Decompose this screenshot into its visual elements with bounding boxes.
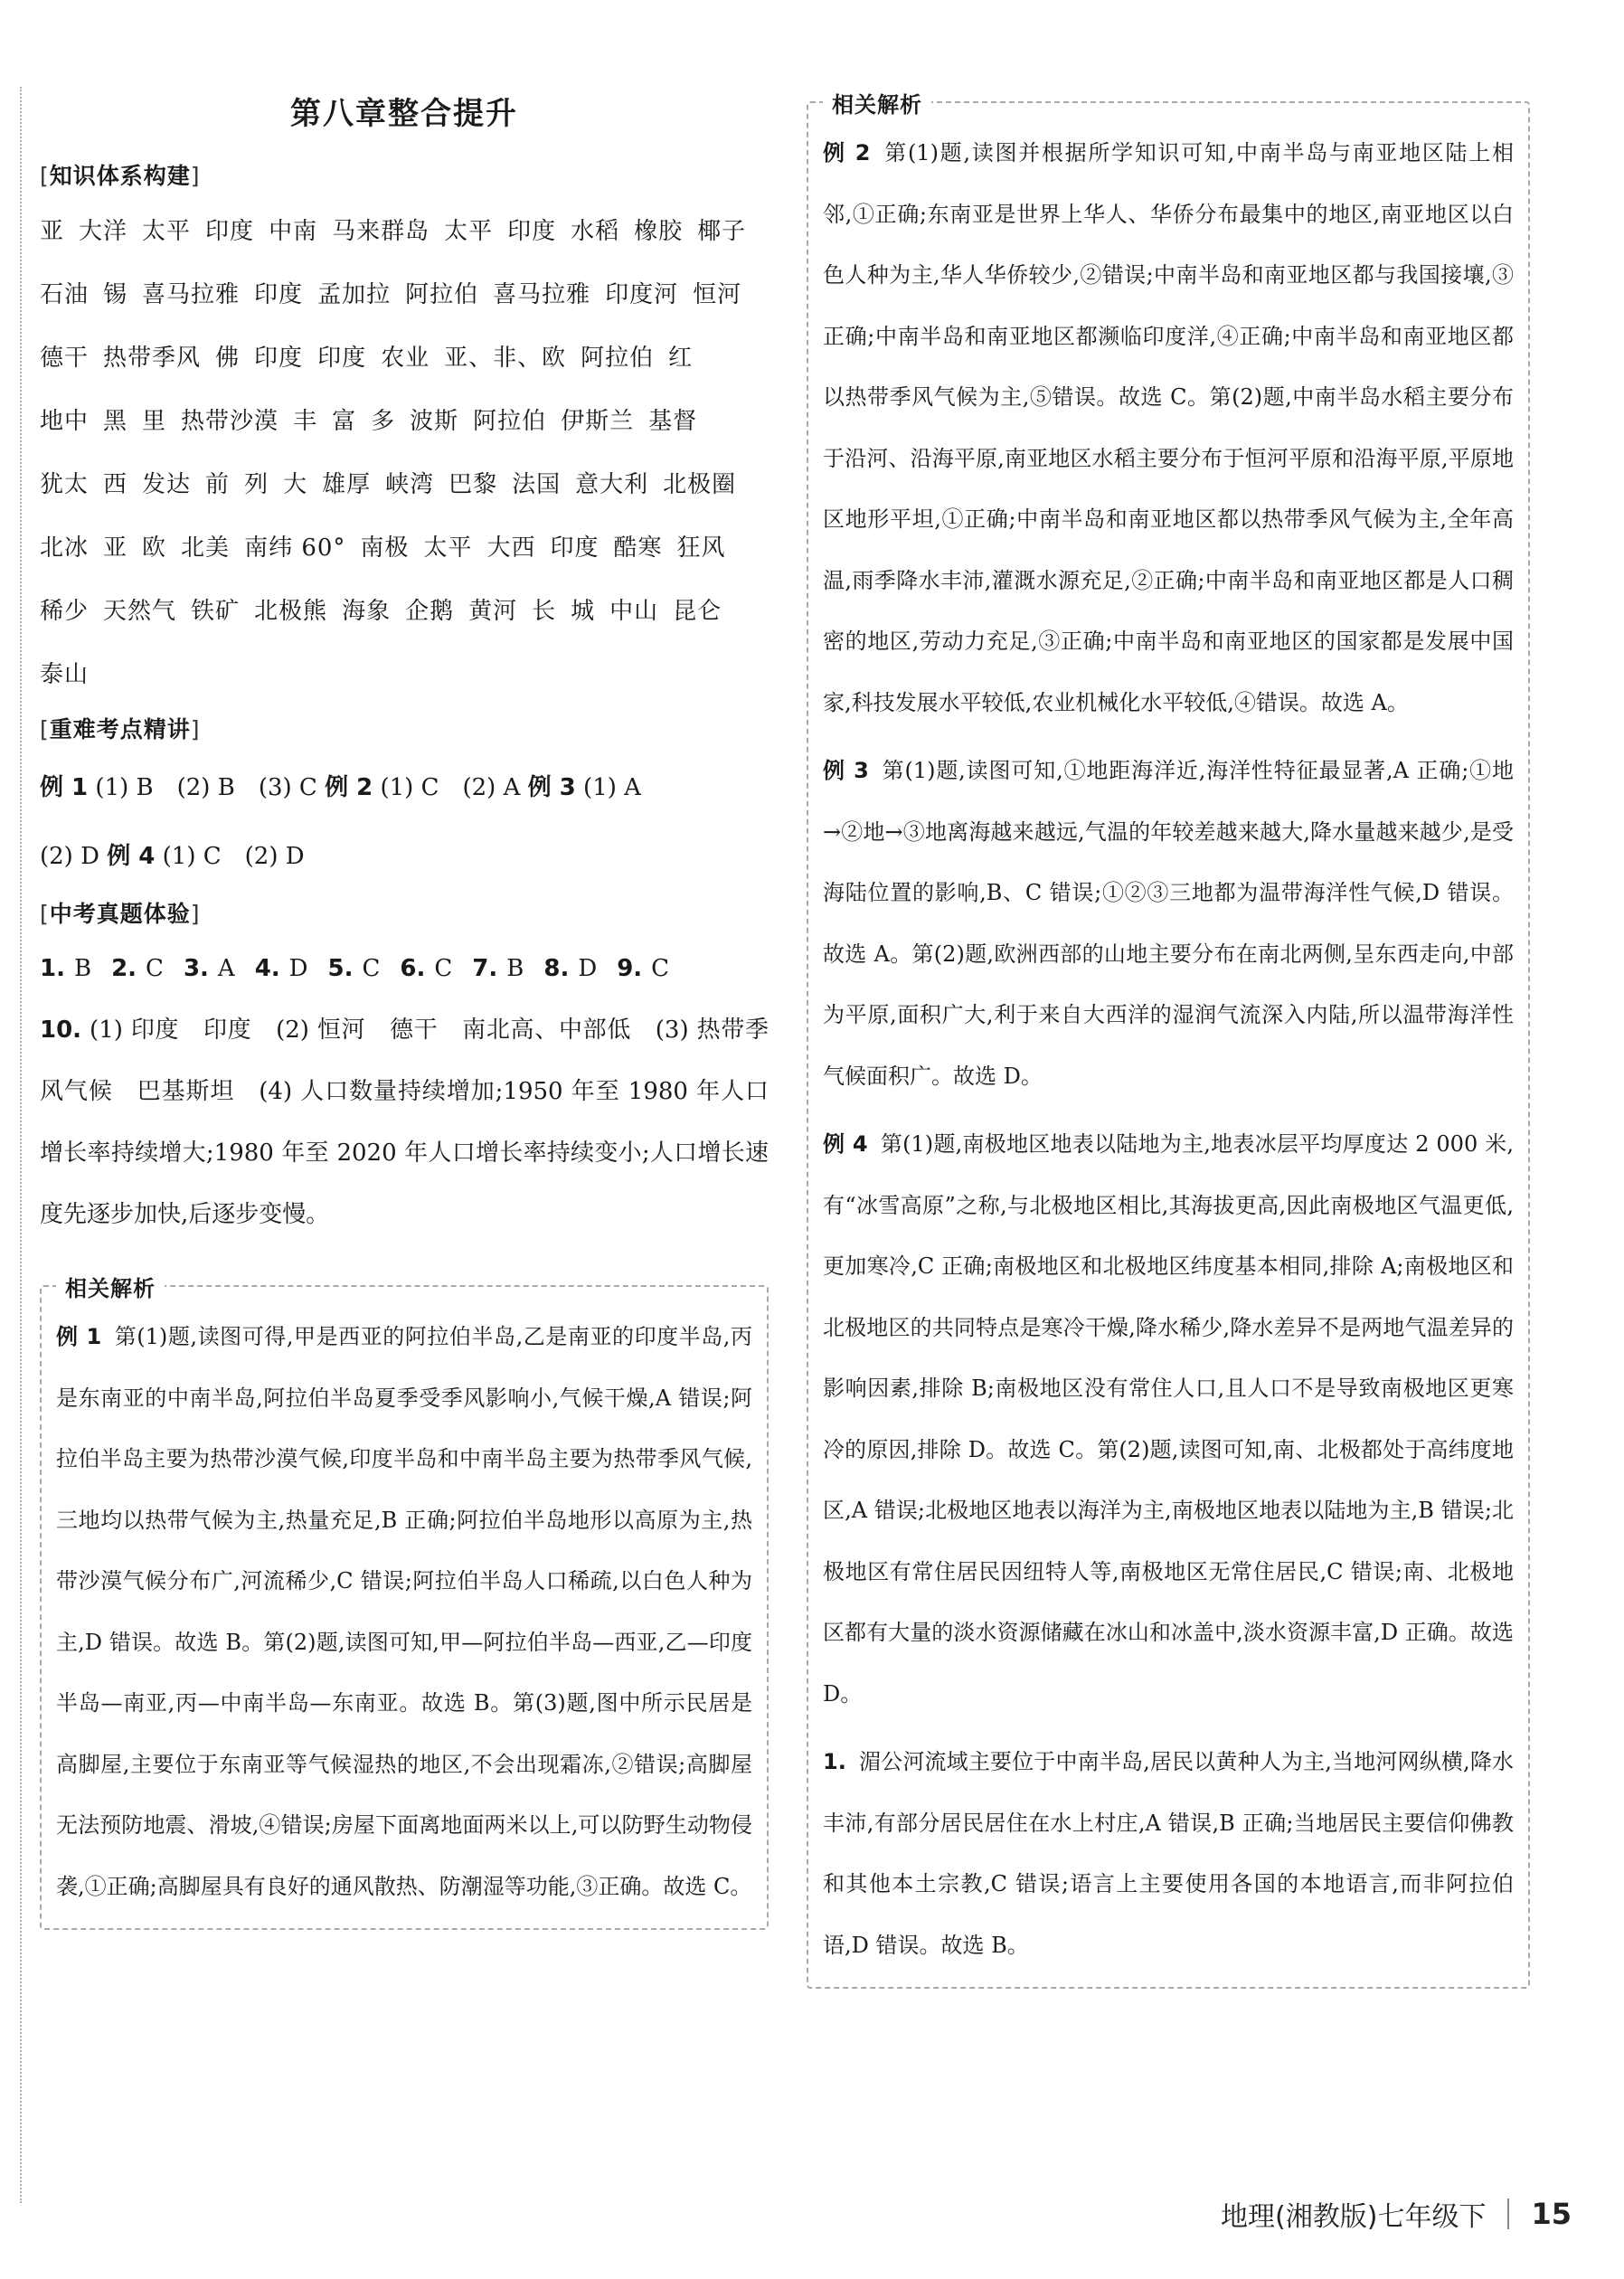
footer-divider	[1507, 2199, 1509, 2229]
exam-question-number: 1.	[40, 955, 65, 982]
exam-answer: B	[73, 955, 92, 982]
exam-answer: D	[288, 955, 308, 982]
exam-answer: B	[506, 955, 524, 982]
knowledge-term: 雄厚	[322, 471, 372, 498]
knowledge-term: 意大利	[575, 471, 649, 498]
example-3-answers: (1) A	[583, 774, 641, 801]
knowledge-term: 马来群岛	[332, 218, 430, 245]
analysis-item	[823, 123, 1514, 733]
question-10-text: (1) 印度 印度 (2) 恒河 德干 南北高、中部低 (3) 热带季风气候 巴基斯坦 (4) 人口数量持续增加;1950 年至 1980 年人口增长率持续增大;1980 年至 2020 年人口增长率持续变小;人口增长速度先逐步加快,后逐步变慢。	[40, 1017, 769, 1228]
knowledge-term: 阿拉伯	[473, 408, 547, 435]
section-heading-knowledge-label: 知识体系构建	[49, 163, 191, 189]
knowledge-term: 西	[103, 471, 128, 498]
knowledge-term: 犹太	[40, 471, 90, 498]
knowledge-term: 石油	[40, 281, 90, 308]
knowledge-term: 南极	[360, 534, 410, 562]
knowledge-term: 喜马拉雅	[142, 281, 241, 308]
example-4-answers: (1) C (2) D	[162, 843, 305, 870]
knowledge-term: 天然气	[103, 598, 177, 625]
knowledge-term: 海象	[342, 598, 392, 625]
knowledge-term: 太平	[444, 218, 494, 245]
example-3-answers-cont: (2) D	[40, 843, 99, 870]
knowledge-term: 阿拉伯	[581, 345, 655, 372]
knowledge-term: 中山	[609, 598, 659, 625]
exam-answer: C	[651, 955, 670, 982]
knowledge-term: 热带沙漠	[181, 408, 279, 435]
knowledge-term: 地中	[40, 408, 90, 435]
knowledge-term: 北极圈	[663, 471, 737, 498]
knowledge-term: 印度河	[605, 281, 679, 308]
knowledge-term: 伊斯兰	[561, 408, 635, 435]
knowledge-term: 黑	[103, 408, 128, 435]
example-answers-line-1	[40, 753, 769, 822]
exam-question-number: 9.	[617, 955, 643, 982]
knowledge-term: 多	[371, 408, 396, 435]
example-2-label: 例 2	[325, 774, 373, 801]
analysis-item-label: 例 4	[823, 1131, 868, 1157]
exam-answers	[40, 938, 769, 999]
knowledge-term: 亚	[40, 218, 65, 245]
knowledge-term: 长	[532, 598, 557, 625]
example-2-answers: (1) C (2) A	[380, 774, 521, 801]
section-heading-knowledge: [知识体系构建]	[40, 163, 201, 189]
knowledge-term: 北极熊	[254, 598, 328, 625]
page-title: 第八章整合提升	[290, 96, 518, 132]
analysis-item-label: 1.	[823, 1749, 846, 1774]
exam-question-number: 3.	[183, 955, 209, 982]
knowledge-term: 法国	[512, 471, 562, 498]
knowledge-term: 北冰	[40, 534, 90, 562]
exam-question-number: 8.	[543, 955, 570, 982]
knowledge-term: 热带季风	[103, 345, 202, 372]
left-analysis-box	[40, 1276, 769, 1930]
knowledge-term: 大西	[486, 534, 536, 562]
analysis-item-text: 第(1)题,南极地区地表以陆地为主,地表冰层平均厚度达 2 000 米,有“冰雪高原”之称,与北极地区相比,其海拔更高,因此南极地区气温更低,更加寒冷,C 正确;南极地区和北极地区纬度基本相同,排除 A;南极地区和北极地区的共同特点是寒冷干燥,降水稀少,降水差异不是两地气温差异的影响因素,排除 B;南极地区没有常住人口,且人口不是导致南极地区更寒冷的原因,排除 D。故选 C。第(2)题,读图可知,南、北极都处于高纬度地区,A 错误;北极地区地表以海洋为主,南极地区地表以陆地为主,B 错误;北极地区有常住居民因纽特人等,南极地区无常住居民,C 错误;南、北极地区都有大量的淡水资源储藏在冰山和冰盖中,淡水资源丰富,D 正确。故选 D。	[823, 1131, 1514, 1707]
knowledge-term: 里	[142, 408, 167, 435]
knowledge-term: 喜马拉雅	[493, 281, 591, 308]
knowledge-term: 阿拉伯	[405, 281, 479, 308]
knowledge-term: 狂风	[676, 534, 726, 562]
analysis-item-label: 例 2	[823, 140, 871, 165]
knowledge-term: 峡湾	[385, 471, 435, 498]
knowledge-term: 丰	[293, 408, 318, 435]
knowledge-term: 基督	[648, 408, 698, 435]
knowledge-term: 北美	[181, 534, 231, 562]
example-1-label: 例 1	[40, 774, 89, 801]
exam-answer: D	[578, 955, 598, 982]
knowledge-term: 酷寒	[613, 534, 663, 562]
section-heading-key-points-label: 重难考点精讲	[49, 716, 191, 742]
knowledge-term: 昆仑	[673, 598, 722, 625]
analysis-item-text: 湄公河流域主要位于中南半岛,居民以黄种人为主,当地河网纵横,降水丰沛,有部分居民居住在水上村庄,A 错误,B 正确;当地居民主要信仰佛教和其他本土宗教,C 错误;语言上主要使用各国的本地语言,而非阿拉伯语,D 错误。故选 B。	[823, 1749, 1514, 1958]
analysis-example-1-label: 例 1	[56, 1324, 102, 1349]
knowledge-term: 泰山	[40, 661, 90, 688]
knowledge-term: 波斯	[410, 408, 459, 435]
footer-subject: 地理(湘教版)七年级下	[1221, 2201, 1487, 2233]
knowledge-term: 巴黎	[448, 471, 498, 498]
knowledge-term: 列	[244, 471, 269, 498]
knowledge-term: 亚	[103, 534, 128, 562]
example-3-label: 例 3	[527, 774, 576, 801]
exam-question-number: 6.	[400, 955, 426, 982]
knowledge-term: 孟加拉	[317, 281, 392, 308]
knowledge-term: 黄河	[468, 598, 518, 625]
knowledge-term: 大	[283, 471, 308, 498]
knowledge-term: 佛	[215, 345, 241, 372]
right-analysis-box	[807, 92, 1530, 1989]
knowledge-term: 南纬 60°	[244, 534, 346, 562]
knowledge-term: 富	[332, 408, 357, 435]
question-10-answer	[40, 999, 769, 1245]
section-heading-exam-label: 中考真题体验	[49, 901, 191, 927]
analysis-item-text: 第(1)题,读图可知,①地距海洋近,海洋性特征最显著,A 正确;①地→②地→③地离海越来越远,气温的年较差越来越大,降水量越来越少,是受海陆位置的影响,B、C 错误;①②③三地都为温带海洋性气候,D 错误。故选 A。第(2)题,欧洲西部的山地主要分布在南北两侧,呈东西走向,中部为平原,面积广大,利于来自大西洋的湿润气流深入内陆,所以温带海洋性气候面积广。故选 D。	[823, 758, 1514, 1089]
knowledge-term: 德干	[40, 345, 90, 372]
exam-question-number: 5.	[327, 955, 354, 982]
knowledge-term: 大洋	[79, 218, 128, 245]
exam-question-number: 2.	[111, 955, 137, 982]
knowledge-term: 印度	[254, 281, 304, 308]
analysis-item-label: 例 3	[823, 758, 869, 783]
exam-answer: C	[434, 955, 453, 982]
knowledge-term: 城	[571, 598, 596, 625]
right-column	[807, 92, 1530, 1989]
knowledge-term: 太平	[423, 534, 473, 562]
example-answers-line-2	[40, 822, 769, 891]
exam-answer: A	[217, 955, 235, 982]
knowledge-term: 铁矿	[191, 598, 241, 625]
knowledge-term: 印度	[550, 534, 600, 562]
knowledge-term: 中南	[269, 218, 318, 245]
knowledge-term: 恒河	[693, 281, 742, 308]
analysis-example-1	[56, 1307, 752, 1917]
knowledge-term: 橡胶	[634, 218, 684, 245]
knowledge-term: 印度	[254, 345, 304, 372]
knowledge-term: 锡	[103, 281, 128, 308]
analysis-item	[823, 741, 1514, 1107]
page-footer	[1221, 2194, 1572, 2234]
example-1-answers: (1) B (2) B (3) C	[95, 774, 317, 801]
knowledge-term: 太平	[142, 218, 192, 245]
analysis-tag: 相关解析	[56, 1271, 165, 1302]
right-analysis-items	[823, 123, 1514, 1976]
analysis-example-1-text: 第(1)题,读图可得,甲是西亚的阿拉伯半岛,乙是南亚的印度半岛,丙是东南亚的中南半岛,阿拉伯半岛夏季受季风影响小,气候干燥,A 错误;阿拉伯半岛主要为热带沙漠气候,印度半岛和中南半岛主要为热带季风气候,三地均以热带气候为主,热量充足,B 正确;阿拉伯半岛地形以高原为主,热带沙漠气候分布广,河流稀少,C 错误;阿拉伯半岛人口稀疏,以白色人种为主,D 错误。故选 B。第(2)题,读图可知,甲—阿拉伯半岛—西亚,乙—印度半岛—南亚,丙—中南半岛—东南亚。故选 B。第(3)题,图中所示民居是高脚屋,主要位于东南亚等气候湿热的地区,不会出现霜冻,②错误;高脚屋无法预防地震、滑坡,④错误;房屋下面离地面两米以上,可以防野生动物侵袭,①正确;高脚屋具有良好的通风散热、防潮湿等功能,③正确。故选 C。	[56, 1324, 752, 1899]
question-10-number: 10.	[40, 1017, 82, 1044]
left-column	[40, 83, 769, 1930]
knowledge-term: 印度	[317, 345, 367, 372]
knowledge-term: 前	[205, 471, 231, 498]
knowledge-term: 稀少	[40, 598, 90, 625]
analysis-item-text: 第(1)题,读图并根据所学知识可知,中南半岛与南亚地区陆上相邻,①正确;东南亚是世界上华人、华侨分布最集中的地区,南亚地区以白色人种为主,华人华侨较少,②错误;中南半岛和南亚地区都与我国接壤,③正确;中南半岛和南亚地区都濒临印度洋,④正确;中南半岛和南亚地区都以热带季风气候为主,⑤错误。故选 C。第(2)题,中南半岛水稻主要分布于沿河、沿海平原,南亚地区水稻主要分布于恒河平原和沿海平原,平原地区地形平坦,①正确;中南半岛和南亚地区都以热带季风气候为主,全年高温,雨季降水丰沛,灌溉水源充足,②正确;中南半岛和南亚地区都是人口稠密的地区,劳动力充足,③正确;中南半岛和南亚地区的国家都是发展中国家,科技发展水平较低,农业机械化水平较低,④错误。故选 A。	[823, 140, 1514, 715]
analysis-item	[823, 1114, 1514, 1725]
section-heading-exam: [中考真题体验]	[40, 901, 201, 927]
page-number: 15	[1531, 2197, 1572, 2231]
knowledge-terms	[40, 200, 769, 706]
exam-question-number: 4.	[254, 955, 280, 982]
exam-answer: C	[362, 955, 381, 982]
knowledge-term: 印度	[507, 218, 557, 245]
knowledge-term: 农业	[381, 345, 430, 372]
knowledge-term: 印度	[205, 218, 255, 245]
knowledge-term: 欧	[142, 534, 167, 562]
knowledge-term: 发达	[142, 471, 192, 498]
knowledge-term: 企鹅	[405, 598, 455, 625]
knowledge-term: 亚、非、欧	[444, 345, 567, 372]
section-heading-key-points: [重难考点精讲]	[40, 716, 201, 742]
example-4-label: 例 4	[107, 843, 156, 870]
knowledge-term: 水稻	[571, 218, 620, 245]
exam-answer: C	[146, 955, 164, 982]
left-margin-rule	[20, 87, 22, 2203]
analysis-tag-right: 相关解析	[823, 87, 931, 118]
knowledge-term: 红	[668, 345, 694, 372]
analysis-item	[823, 1732, 1514, 1976]
exam-question-number: 7.	[472, 955, 498, 982]
knowledge-term: 椰子	[697, 218, 747, 245]
